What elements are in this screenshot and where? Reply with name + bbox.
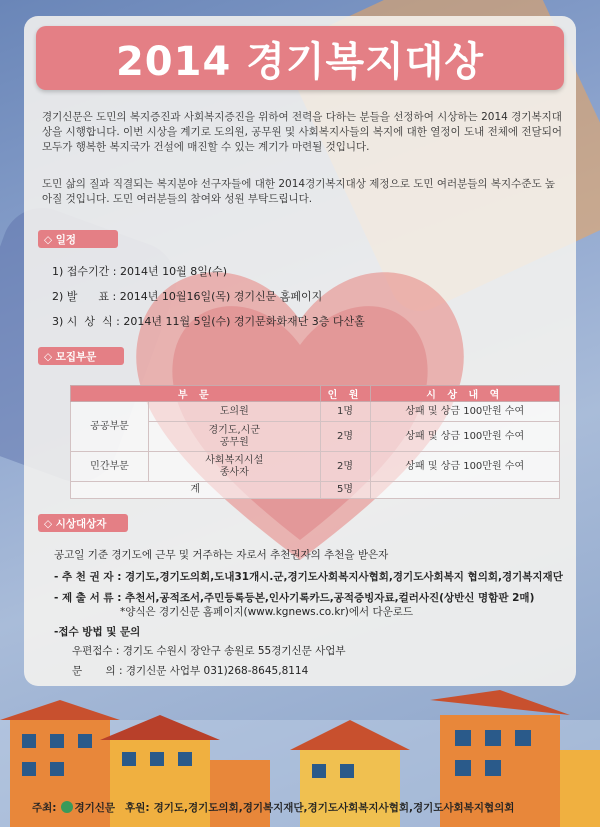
schedule-row: 1) 접수기간 : 2014년 10월 8일(수): [52, 265, 228, 278]
title-banner: [36, 26, 564, 90]
group-cell: 민간부문: [71, 452, 149, 482]
award-cell: 상패 및 상금 100만원 수여: [370, 422, 560, 452]
count-cell: 1명: [320, 402, 370, 422]
inquiry-line: 문 의 : 경기신문 사업부 031)268-8645,8114: [72, 665, 309, 677]
sub-cell: 도의원: [149, 402, 321, 422]
sponsor-names: 경기도,경기도의회,경기복지재단,경기도사회복지사협회,경기도사회복지협의회: [153, 801, 515, 814]
table-row-total: [71, 482, 560, 499]
recommender-line: - 추 천 권 자 : 경기도,경기도의회,도내31개시.군,경기도사회복지사협회,경기도사회복지 협의회,경기복지재단: [54, 571, 563, 583]
page-title: 2014 경기복지대상: [115, 38, 485, 85]
total-count-cell: 5명: [320, 482, 370, 499]
table-header: 인 원: [320, 386, 370, 402]
section-schedule-label: ◇ 일정: [38, 230, 118, 248]
count-cell: 2명: [320, 452, 370, 482]
award-cell: 상패 및 상금 100만원 수여: [370, 452, 560, 482]
total-label-cell: 계: [71, 482, 321, 499]
empty-cell: [370, 482, 560, 499]
award-cell: 상패 및 상금 100만원 수여: [370, 402, 560, 422]
sub-cell: 경기도,시군 공무원: [149, 422, 321, 452]
section-recruit-label: ◇ 모집부문: [38, 347, 124, 365]
schedule-row: 2) 발 표 : 2014년 10월16일(목) 경기신문 홈페이지: [52, 290, 323, 303]
table-row: [71, 402, 560, 422]
sponsor-label: 후원:: [125, 801, 150, 814]
host-name: 경기신문: [74, 801, 116, 814]
section-target-label: ◇ 시상대상자: [38, 514, 128, 532]
mail-submission-line: 우편접수 : 경기도 수원시 장안구 송원로 55경기신문 사업부: [72, 645, 346, 657]
submission-heading: -접수 방법 및 문의: [54, 626, 141, 638]
intro-paragraph-1: 경기신문은 도민의 복지증진과 사회복지증진을 위하여 전력을 다하는 분들을 선정하여 시상하는 2014 경기복지대상을 시행합니다. 이번 시상을 계기로 도의원, 공무원 및 사회복지사들의 복지에 대한 열정이 도내 전체에 전달되어 모두가 행복한 복지국가 건설에 매진할 수 있는 계기가 마련될 것입니다.: [42, 111, 562, 153]
form-download-note: *양식은 경기신문 홈페이지(www.kgnews.co.kr)에서 다운로드: [120, 606, 414, 618]
sub-cell: 사회복지시설 종사자: [149, 452, 321, 482]
group-cell: 공공부문: [71, 402, 149, 452]
target-description: 공고일 기준 경기도에 근무 및 거주하는 자로서 추천권자의 추천을 받은자: [54, 549, 389, 561]
footer-credits: [0, 796, 600, 818]
recruit-table: [70, 385, 560, 499]
schedule-row: 3) 시 상 식 : 2014년 11월 5일(수) 경기문화화재단 3층 다산홀: [52, 315, 365, 328]
table-header: 시 상 내 역: [370, 386, 560, 402]
table-row: [71, 452, 560, 482]
count-cell: 2명: [320, 422, 370, 452]
documents-line: - 제 출 서 류 : 추천서,공적조서,주민등록등본,인사기록카드,공적증빙자료,컬러사진(상반신 명함판 2매): [54, 592, 535, 604]
table-header: 부 문: [71, 386, 321, 402]
host-label: 주최:: [32, 801, 57, 814]
intro-paragraph-2: 도민 삶의 질과 직결되는 복지분야 선구자들에 대한 2014경기복지대상 제정으로 도민 여러분들의 복지수준도 높아질 것입니다. 도민 여러분들의 참여와 성원 부탁드립니다.: [42, 178, 556, 205]
newspaper-logo-icon: [61, 801, 73, 813]
